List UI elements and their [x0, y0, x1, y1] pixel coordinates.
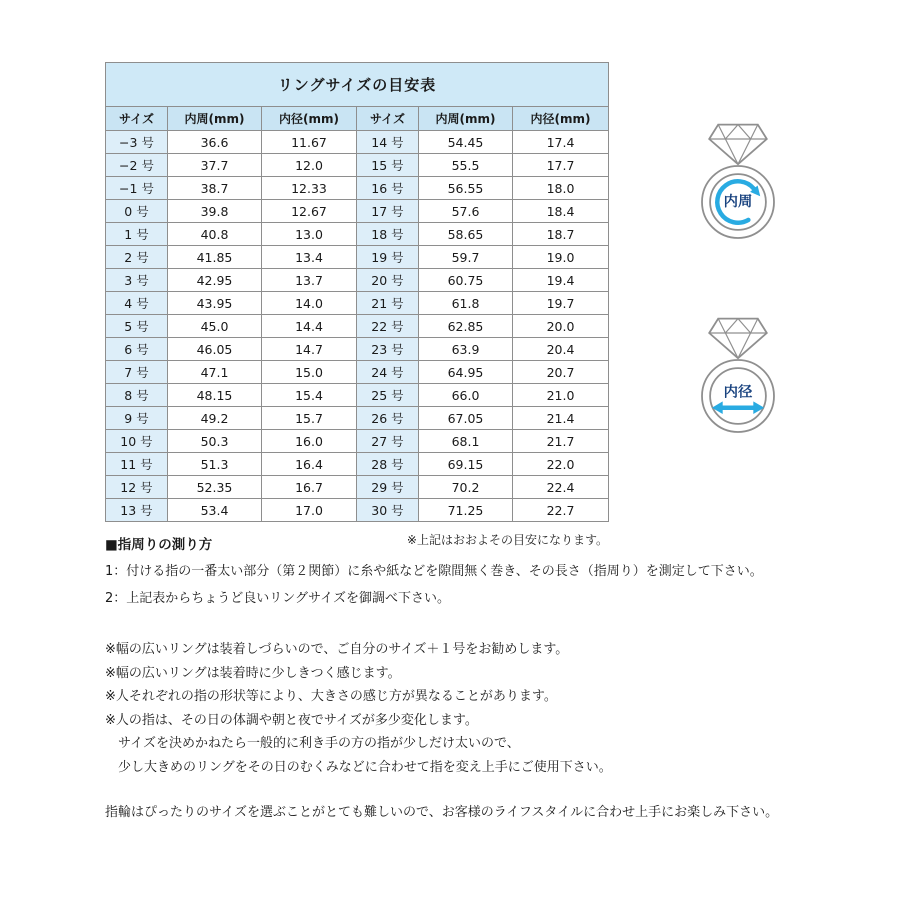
table-row	[106, 200, 609, 223]
circumference-cell: 43.95	[168, 292, 262, 315]
diamond-icon	[709, 125, 767, 165]
circumference-cell: 39.8	[168, 200, 262, 223]
circumference-ring-figure	[684, 112, 792, 243]
circumference-cell: 67.05	[419, 407, 513, 430]
usage-notes	[105, 638, 880, 779]
note-line: 少し大きめのリングをその日のむくみなどに合わせて指を変え上手にご使用下さい。	[105, 759, 612, 775]
table-row	[106, 131, 609, 154]
column-header-circumference-left: 内周(mm)	[168, 107, 262, 131]
size-cell: 17 号	[357, 200, 419, 223]
size-cell: 14 号	[357, 131, 419, 154]
circumference-cell: 40.8	[168, 223, 262, 246]
size-cell: 29 号	[357, 476, 419, 499]
diameter-cell: 12.0	[262, 154, 357, 177]
size-cell: 0 号	[106, 200, 168, 223]
size-table-section	[105, 62, 608, 548]
note-line: ※人の指は、その日の体調や朝と夜でサイズが多少変化します。	[105, 712, 478, 728]
size-cell: 27 号	[357, 430, 419, 453]
diameter-cell: 22.7	[513, 499, 609, 522]
diameter-ring-diagram	[684, 306, 792, 437]
measuring-heading: ■指周りの測り方	[105, 537, 213, 553]
diameter-cell: 21.0	[513, 384, 609, 407]
size-cell: 1 号	[106, 223, 168, 246]
circumference-cell: 51.3	[168, 453, 262, 476]
table-row	[106, 338, 609, 361]
diameter-cell: 21.7	[513, 430, 609, 453]
diameter-cell: 16.0	[262, 430, 357, 453]
column-header-diameter-right: 内径(mm)	[513, 107, 609, 131]
circumference-cell: 46.05	[168, 338, 262, 361]
diameter-cell: 15.7	[262, 407, 357, 430]
table-row	[106, 292, 609, 315]
size-cell: 30 号	[357, 499, 419, 522]
note-line: ※幅の広いリングは装着時に少しきつく感じます。	[105, 665, 401, 681]
table-row	[106, 384, 609, 407]
size-cell: 11 号	[106, 453, 168, 476]
table-row	[106, 246, 609, 269]
diameter-cell: 15.0	[262, 361, 357, 384]
diameter-cell: 17.7	[513, 154, 609, 177]
diameter-cell: 20.7	[513, 361, 609, 384]
circumference-cell: 52.35	[168, 476, 262, 499]
circumference-cell: 53.4	[168, 499, 262, 522]
diameter-cell: 12.67	[262, 200, 357, 223]
circumference-cell: 42.95	[168, 269, 262, 292]
diameter-cell: 22.0	[513, 453, 609, 476]
table-row	[106, 499, 609, 522]
circumference-cell: 56.55	[419, 177, 513, 200]
note-line: ※人それぞれの指の形状等により、大きさの感じ方が異なることがあります。	[105, 689, 557, 704]
column-header-diameter-left: 内径(mm)	[262, 107, 357, 131]
table-title: リングサイズの目安表	[106, 63, 609, 107]
circumference-cell: 57.6	[419, 200, 513, 223]
circumference-cell: 45.0	[168, 315, 262, 338]
circumference-cell: 64.95	[419, 361, 513, 384]
circumference-cell: 50.3	[168, 430, 262, 453]
size-cell: 10 号	[106, 430, 168, 453]
table-row	[106, 177, 609, 200]
circumference-cell: 58.65	[419, 223, 513, 246]
diameter-cell: 19.4	[513, 269, 609, 292]
circumference-ring-diagram	[684, 112, 792, 243]
size-cell: 7 号	[106, 361, 168, 384]
instructions-section	[105, 536, 880, 822]
size-cell: 5 号	[106, 315, 168, 338]
size-cell: 24 号	[357, 361, 419, 384]
diameter-cell: 15.4	[262, 384, 357, 407]
table-row	[106, 269, 609, 292]
size-cell: 6 号	[106, 338, 168, 361]
circumference-cell: 63.9	[419, 338, 513, 361]
note-line: サイズを決めかねたら一般的に利き手の方の指が少しだけ太いので、	[105, 736, 520, 751]
table-row	[106, 361, 609, 384]
table-row	[106, 223, 609, 246]
diameter-cell: 21.4	[513, 407, 609, 430]
circumference-cell: 41.85	[168, 246, 262, 269]
diameter-cell: 13.4	[262, 246, 357, 269]
diameter-cell: 14.4	[262, 315, 357, 338]
diameter-cell: 14.7	[262, 338, 357, 361]
size-table-body	[106, 131, 609, 522]
circumference-cell: 71.25	[419, 499, 513, 522]
size-cell: −3 号	[106, 131, 168, 154]
header-row	[106, 107, 609, 131]
circumference-cell: 62.85	[419, 315, 513, 338]
diameter-label: 内径	[723, 384, 753, 401]
table-footnote: ※上記はおおよその目安になります。	[406, 533, 608, 547]
circumference-cell: 70.2	[419, 476, 513, 499]
circumference-cell: 68.1	[419, 430, 513, 453]
diameter-cell: 17.4	[513, 131, 609, 154]
circumference-cell: 54.45	[419, 131, 513, 154]
size-cell: −2 号	[106, 154, 168, 177]
circumference-cell: 36.6	[168, 131, 262, 154]
diameter-cell: 18.0	[513, 177, 609, 200]
size-cell: 4 号	[106, 292, 168, 315]
size-cell: 8 号	[106, 384, 168, 407]
diameter-cell: 16.4	[262, 453, 357, 476]
size-cell: 28 号	[357, 453, 419, 476]
size-cell: 21 号	[357, 292, 419, 315]
size-cell: 15 号	[357, 154, 419, 177]
diameter-cell: 13.7	[262, 269, 357, 292]
circumference-cell: 38.7	[168, 177, 262, 200]
size-cell: 13 号	[106, 499, 168, 522]
size-cell: 20 号	[357, 269, 419, 292]
size-cell: 9 号	[106, 407, 168, 430]
size-cell: 18 号	[357, 223, 419, 246]
size-cell: 16 号	[357, 177, 419, 200]
diameter-cell: 19.7	[513, 292, 609, 315]
diameter-cell: 12.33	[262, 177, 357, 200]
column-header-size-right: サイズ	[357, 107, 419, 131]
table-row	[106, 154, 609, 177]
size-cell: 12 号	[106, 476, 168, 499]
diameter-cell: 18.7	[513, 223, 609, 246]
circumference-cell: 47.1	[168, 361, 262, 384]
table-row	[106, 476, 609, 499]
diameter-cell: 17.0	[262, 499, 357, 522]
diameter-cell: 13.0	[262, 223, 357, 246]
size-cell: 25 号	[357, 384, 419, 407]
measuring-step-1: 1：付ける指の一番太い部分（第２関節）に糸や紙などを隙間無く巻き、その長さ（指周り）を測定して下さい。	[105, 564, 763, 579]
closing-note: 指輪はぴったりのサイズを選ぶことがとても難しいので、お客様のライフスタイルに合わせ上手にお楽しみ下さい。	[105, 805, 779, 820]
circumference-cell: 48.15	[168, 384, 262, 407]
size-cell: 19 号	[357, 246, 419, 269]
column-header-size-left: サイズ	[106, 107, 168, 131]
size-cell: 22 号	[357, 315, 419, 338]
diamond-icon	[709, 319, 767, 359]
size-cell: 26 号	[357, 407, 419, 430]
table-row	[106, 430, 609, 453]
circumference-cell: 55.5	[419, 154, 513, 177]
diameter-cell: 22.4	[513, 476, 609, 499]
circumference-cell: 49.2	[168, 407, 262, 430]
size-cell: 3 号	[106, 269, 168, 292]
measuring-step-2: 2：上記表からちょうど良いリングサイズを御調べ下さい。	[105, 591, 450, 606]
circumference-cell: 37.7	[168, 154, 262, 177]
measuring-steps	[105, 563, 880, 608]
diameter-cell: 19.0	[513, 246, 609, 269]
diameter-cell: 20.0	[513, 315, 609, 338]
size-guide-table	[105, 62, 609, 522]
size-cell: 23 号	[357, 338, 419, 361]
note-line: ※幅の広いリングは装着しづらいので、ご自分のサイズ＋１号をお勧めします。	[105, 642, 569, 657]
diameter-cell: 11.67	[262, 131, 357, 154]
size-cell: −1 号	[106, 177, 168, 200]
column-header-circumference-right: 内周(mm)	[419, 107, 513, 131]
diameter-cell: 14.0	[262, 292, 357, 315]
circumference-label: 内周	[723, 193, 753, 210]
diameter-cell: 18.4	[513, 200, 609, 223]
circumference-cell: 69.15	[419, 453, 513, 476]
diameter-ring-figure	[684, 306, 792, 437]
circumference-cell: 66.0	[419, 384, 513, 407]
title-row	[106, 63, 609, 107]
table-row	[106, 453, 609, 476]
size-cell: 2 号	[106, 246, 168, 269]
diameter-cell: 16.7	[262, 476, 357, 499]
circumference-cell: 60.75	[419, 269, 513, 292]
table-row	[106, 315, 609, 338]
circumference-cell: 59.7	[419, 246, 513, 269]
circumference-cell: 61.8	[419, 292, 513, 315]
diameter-cell: 20.4	[513, 338, 609, 361]
table-row	[106, 407, 609, 430]
